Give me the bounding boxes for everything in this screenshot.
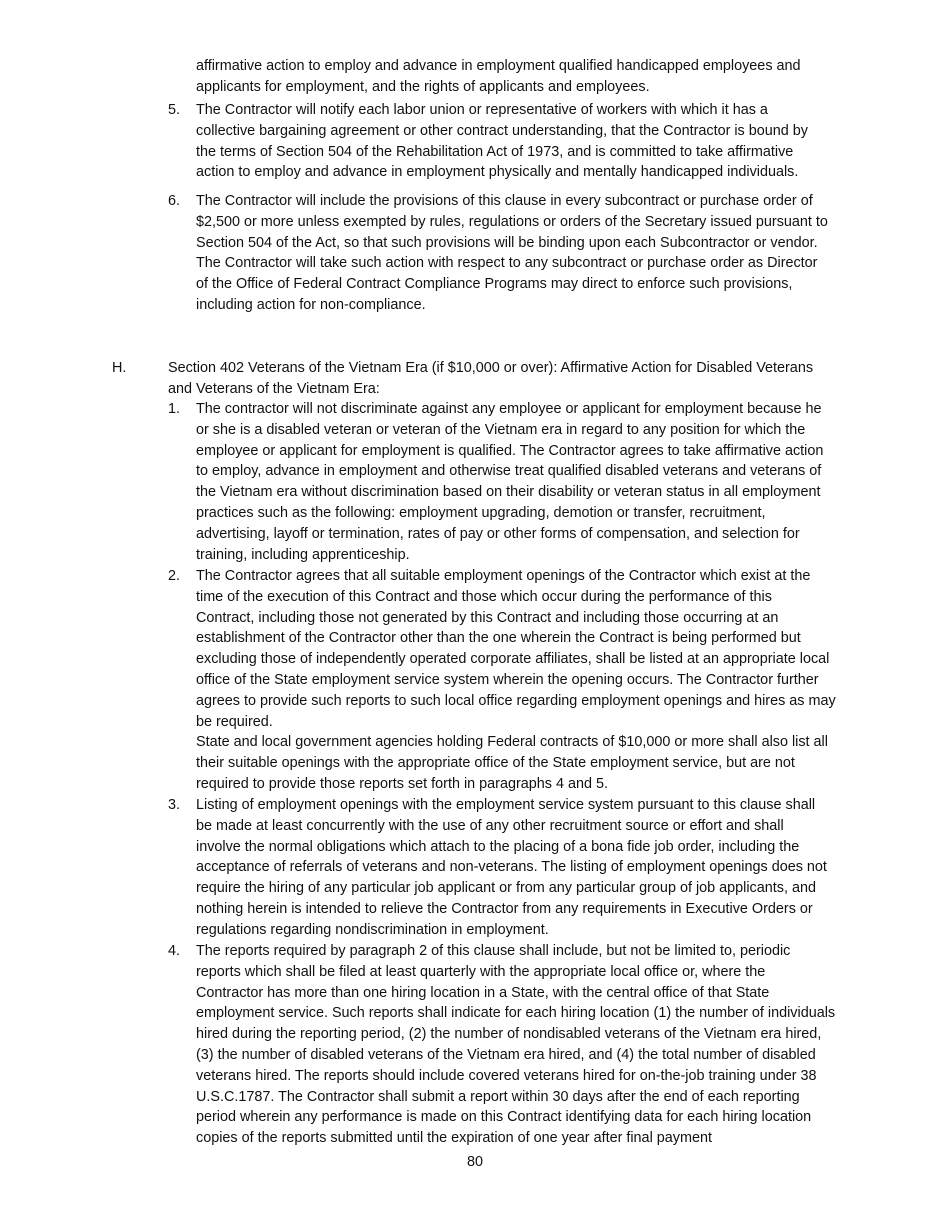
list-item-text: The Contractor will notify each labor union or representative of workers with which it has a collective bargaining agreement or other contract understanding, that the Contractor is bound by the terms of Section 504 of the Rehabilitation Act of 1973, and is committed to take affirmative action to employ and advance in employment physically and mentally handicapped individuals. — [196, 102, 808, 181]
list-item-number: 6. — [168, 193, 181, 209]
list-item-text: The Contractor will include the provisions of this clause in every subcontract or purchase order of $2,500 or more unless exempted by rules, regulations or orders of the Secretary issued pursuant to Section 504 of the Act, so that such provisions will be binding upon each Subcontractor or vendor. The Contractor will take such action with respect to any subcontract or purchase order as Director of the Office of Federal Contract Compliance Programs may direct to enforce such provisions, including action for non-compliance. — [196, 193, 828, 313]
list-item-number: 5. — [168, 102, 181, 118]
list-item-number: 2. — [168, 568, 181, 584]
list-item-number: 4. — [168, 943, 181, 959]
list-item-text: The contractor will not discriminate against any employee or applicant for employment because he or she is a disabled veteran or veteran of the Vietnam era in regard to any position for which the employee or applicant for employment is qualified. The Contractor agrees to take affirmative action to employ, advance in employment and otherwise treat qualified disabled veterans and veterans of the Vietnam era without discrimination based on their disability or veteran status in all employment practices such as the following: employment upgrading, demotion or transfer, recruitment, advertising, layoff or termination, rates of pay or other forms of compensation, and selection for training, including apprenticeship. — [196, 401, 824, 563]
list-item-text: The reports required by paragraph 2 of this clause shall include, but not be limited to, periodic reports which shall be filed at least quarterly with the appropriate local office or, where the Contractor has more than one hiring location in a State, with the central office of that State employment service. Such reports shall indicate for each hiring location (1) the number of individuals hired during the reporting period, (2) the number of nondisabled veterans of the Vietnam era hired, (3) the number of disabled veterans of the Vietnam era hired, and (4) the total number of disabled veterans hired. The reports should include covered veterans hired for on-the-job training under 38 U.S.C.1787. The Contractor shall submit a report within 30 days after the end of each reporting period wherein any performance is made on this Contract identifying data for each hiring location copies of the reports submitted until the expiration of one year after final payment — [196, 943, 836, 1147]
list-item-text: The Contractor agrees that all suitable employment openings of the Contractor which exist at the time of the execution of this Contract and those which occur during the performance of this Contract, including those not generated by this Contract and including those occurring at an establishment of the Contractor other than the one wherein the Contract is being performed but excluding those of independently operated corporate affiliates, shall be listed at an appropriate local office of the State employment service system wherein the opening occurs. The Contractor further agrees to provide such reports to such local office regarding employment openings and hires as may be required. State and local government agencies holding Federal contracts of $10,000 or more shall also list all their suitable openings with the appropriate office of the State employment service, but are not required to provide those reports set forth in paragraphs 4 and 5. — [196, 568, 836, 792]
list-item-number: 3. — [168, 797, 181, 813]
page-number: 80 — [466, 1154, 483, 1170]
section-heading: Section 402 Veterans of the Vietnam Era (if $10,000 or over): Affirmative Action for Disabled Veterans and Veterans of the Vietnam Era: — [168, 360, 814, 397]
continuation-paragraph: affirmative action to employ and advance in employment qualified handicapped employees and applicants for employment, and the rights of applicants and employees. — [196, 58, 801, 95]
list-item-number: 1. — [168, 401, 181, 417]
list-item-text: Listing of employment openings with the employment service system pursuant to this clause shall be made at least concurrently with the use of any other recruitment source or effort and shall involve the normal obligations which attach to the placing of a bona fide job order, including the acceptance of referrals of veterans and non-veterans. The listing of employment openings does not require the hiring of any particular job applicant or from any particular group of job applicants, and nothing herein is intended to relieve the Contractor from any requirements in Executive Orders or regulations regarding nondiscrimination in employment. — [196, 797, 827, 938]
section-letter: H. — [112, 360, 127, 376]
